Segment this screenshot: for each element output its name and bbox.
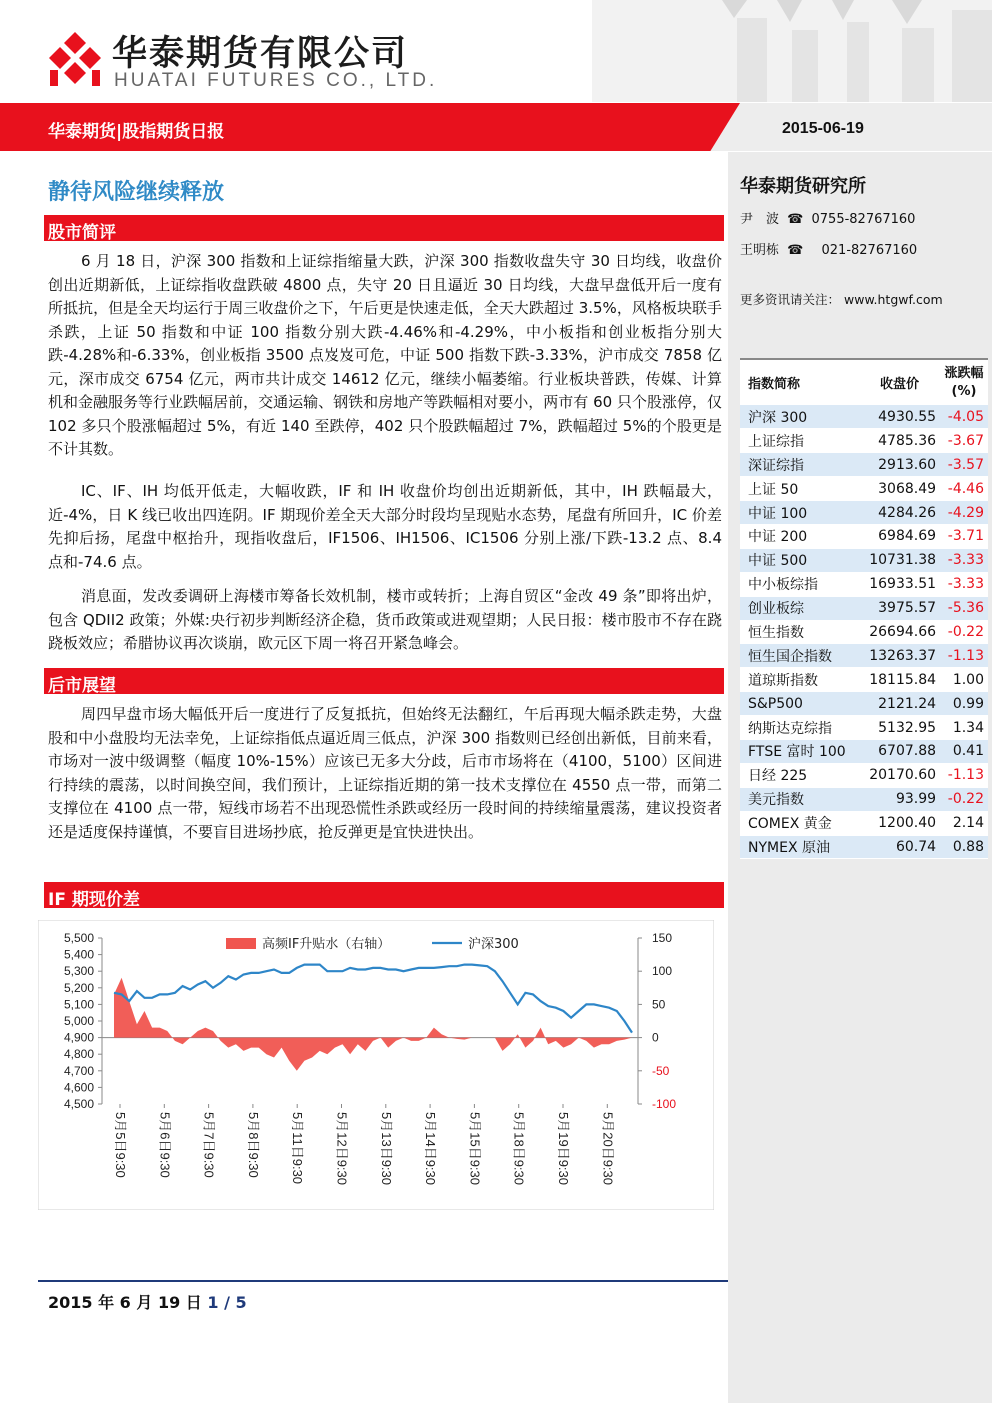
basis-chart-svg — [38, 920, 714, 1210]
index-row — [740, 835, 988, 859]
left-axis-label: 4,600 — [63, 1080, 94, 1095]
section-header-basis — [44, 882, 724, 908]
left-axis-label: 4,500 — [63, 1097, 94, 1111]
index-name: 美元指数 — [740, 787, 859, 811]
index-close: 10731.38 — [859, 548, 940, 572]
paragraph-news: 消息面，发改委调研上海楼市筹备长效机制，楼市或转折；上海自贸区“金改 49 条”即将出炉，包含 QDII2 政策；外媒:央行初步判断经济企稳，货币政策或进观望期；人民日报：楼市股市不存在跷跷板效应；希腊协议再次谈崩，欧元区下周一将召开紧急峰会。 — [48, 587, 722, 652]
index-close: 20170.60 — [859, 763, 940, 787]
section-header-review — [44, 215, 724, 241]
index-name: 日经 225 — [740, 763, 859, 787]
index-close: 3975.57 — [859, 596, 940, 620]
x-axis-label: 5月5日9:30 — [113, 1112, 128, 1178]
index-table-header — [740, 359, 988, 405]
more-info-label: 更多资讯请关注： — [740, 292, 841, 307]
report-date: 2015-06-19 — [782, 120, 864, 137]
index-change: -0.22 — [940, 787, 988, 811]
index-row — [740, 596, 988, 620]
section-title-outlook: 后市展望 — [48, 676, 116, 696]
index-close: 2121.24 — [859, 692, 940, 716]
x-axis-label: 5月13日9:30 — [378, 1112, 394, 1185]
x-axis-label: 5月6日9:30 — [157, 1112, 173, 1178]
right-axis-label: 100 — [652, 964, 673, 979]
index-name: NYMEX 原油 — [740, 835, 859, 859]
left-axis-label: 4,900 — [63, 1030, 94, 1045]
index-change: -3.67 — [940, 429, 988, 453]
right-axis-label: 50 — [652, 997, 666, 1012]
index-change: 0.88 — [940, 835, 988, 859]
left-axis-label: 4,800 — [63, 1047, 94, 1062]
index-table-body — [740, 405, 988, 859]
index-change: -4.29 — [940, 501, 988, 525]
index-change: -3.57 — [940, 453, 988, 477]
index-row — [740, 524, 988, 548]
index-name: FTSE 富时 100 — [740, 739, 859, 763]
huatai-logo-icon — [46, 30, 104, 88]
legend-label-premium: 高频IF升贴水（右轴） — [262, 937, 391, 952]
header-change-label: 涨跌幅 — [944, 365, 984, 381]
more-info-link[interactable]: www.htgwf.com — [844, 292, 943, 307]
index-name: 恒生指数 — [740, 620, 859, 644]
index-close: 4785.36 — [859, 429, 940, 453]
index-row — [740, 405, 988, 429]
index-name: 道琼斯指数 — [740, 668, 859, 692]
index-row — [740, 572, 988, 596]
left-axis-label: 5,200 — [63, 980, 94, 995]
phone-icon: ☎ — [787, 243, 804, 258]
index-row — [740, 501, 988, 525]
header-index-name: 指数简称 — [740, 359, 859, 405]
index-row — [740, 429, 988, 453]
index-close: 18115.84 — [859, 668, 940, 692]
section-header-outlook — [44, 668, 724, 694]
report-header — [0, 0, 992, 102]
x-axis-label: 5月8日9:30 — [245, 1112, 261, 1178]
index-row — [740, 692, 988, 716]
index-close: 6707.88 — [859, 739, 940, 763]
left-axis-label: 5,500 — [63, 931, 94, 945]
report-banner — [0, 103, 992, 151]
index-change: -3.71 — [940, 524, 988, 548]
index-change: -3.33 — [940, 548, 988, 572]
right-axis-label: 150 — [652, 931, 673, 945]
section-title-basis: IF 期现价差 — [48, 890, 140, 910]
more-info — [740, 290, 943, 308]
paragraph-market-review: 6 月 18 日，沪深 300 指数和上证综指缩量大跌，沪深 300 指数收盘失守 30 日均线，收盘价创出近期新低，上证综指收盘跌破 4800 点，失守 20 日且逼近 30 日均线，大盘早盘低开后一度有所抵抗，但是全天均运行于周三收盘价之下，午后更是快速走低，全天大跌超过 3.5%，风格板块联手杀跌，上证 50 指数和中证 100 指数分别大跌-4.46%和-4.29%，中小板指和创业板指分别大跌-4.28%和-6.33%，创业板指 3500 点岌岌可危，中证 500 指数下跌-3.33%，沪市成交 7858 亿元，深市成交 6754 亿元，两市共计成交 14612 亿元，继续小幅萎缩。行业板块普跌，传媒、计算机和金融服务等行业跌幅居前，交通运输、钢铁和房地产等跌幅相对要小，两市有 60 只个股涨停，仅 102 多只个股涨幅超过 5%，有近 140 至跌停，402 只个股跌幅超过 7%，跌幅超过 5%的个股更是不计其数。 — [48, 252, 722, 458]
index-row — [740, 811, 988, 835]
index-row — [740, 620, 988, 644]
institute-name: 华泰期货研究所 — [740, 176, 866, 197]
index-name: S&P500 — [740, 692, 859, 716]
index-change: 0.99 — [940, 692, 988, 716]
contact-row — [740, 208, 915, 227]
basis-chart — [38, 920, 714, 1210]
index-row — [740, 644, 988, 668]
header-close: 收盘价 — [859, 359, 940, 405]
x-axis-label: 5月15日9:30 — [467, 1112, 483, 1185]
banner-title: 华泰期货|股指期货日报 — [48, 122, 225, 142]
index-name: 沪深 300 — [740, 405, 859, 429]
index-row — [740, 763, 988, 787]
index-name: 中小板综指 — [740, 572, 859, 596]
section-title-review: 股市简评 — [48, 223, 116, 243]
index-close: 60.74 — [859, 835, 940, 859]
x-axis-label: 5月20日9:30 — [600, 1112, 616, 1185]
brand-name-cn: 华泰期货有限公司 — [112, 34, 409, 74]
index-change: -0.22 — [940, 620, 988, 644]
index-change: -5.36 — [940, 596, 988, 620]
header-decoration — [592, 0, 992, 102]
x-axis-label: 5月12日9:30 — [334, 1112, 350, 1185]
legend-swatch-premium — [226, 938, 256, 949]
right-axis-label: -100 — [652, 1097, 677, 1111]
index-name: 恒生国企指数 — [740, 644, 859, 668]
contact-name: 王明栋 — [740, 243, 780, 258]
page-number: 1 / 5 — [207, 1293, 247, 1312]
right-axis-label: -50 — [652, 1063, 670, 1078]
index-change: 1.00 — [940, 668, 988, 692]
footer-date: 2015 年 6 月 19 日 — [48, 1293, 202, 1312]
x-axis-label: 5月18日9:30 — [511, 1112, 527, 1185]
legend-label-hs300: 沪深300 — [468, 937, 519, 952]
index-close: 2913.60 — [859, 453, 940, 477]
index-close: 16933.51 — [859, 572, 940, 596]
index-row — [740, 787, 988, 811]
index-row — [740, 716, 988, 740]
phone-icon: ☎ — [787, 212, 804, 227]
index-name: 上证 50 — [740, 477, 859, 501]
left-axis-label: 5,100 — [63, 997, 94, 1012]
index-name: 深证综指 — [740, 453, 859, 477]
left-axis-label: 5,300 — [63, 964, 94, 979]
index-table — [740, 358, 988, 859]
left-axis-label: 4,700 — [63, 1063, 94, 1078]
x-axis-label: 5月7日9:30 — [201, 1112, 217, 1178]
left-axis-label: 5,000 — [63, 1014, 94, 1028]
x-axis-label: 5月11日9:30 — [290, 1112, 306, 1185]
footer — [48, 1290, 247, 1313]
x-axis-label: 5月19日9:30 — [556, 1112, 571, 1185]
footer-rule — [38, 1280, 728, 1282]
index-change: 1.34 — [940, 716, 988, 740]
contact-name: 尹 波 — [740, 212, 780, 227]
index-name: 中证 200 — [740, 524, 859, 548]
index-close: 4930.55 — [859, 405, 940, 429]
header-change-unit: (%) — [951, 383, 977, 399]
contact-phone: 021-82767160 — [821, 243, 918, 258]
index-close: 4284.26 — [859, 501, 940, 525]
index-change: -4.05 — [940, 405, 988, 429]
paragraph-outlook: 周四早盘市场大幅低开后一度进行了反复抵抗，但始终无法翻红，午后再现大幅杀跌走势，大盘股和中小盘股均无法幸免，上证综指低点逼近周三低点，沪深 300 指数则已经创出新低，目前来看，市场对一波中级调整（幅度 10%-15%）应该已无多大分歧，后市市场将在（4100，5100）区间进行持续的震荡，以时间换空间，我们预计，上证综指近期的第一技术支撑位在 4550 点一带，而第二支撑位在 4100 点一带，短线市场若不出现恐慌性杀跌或经历一段时间的持续缩量震荡，建议投资者还是适度保持谨慎，不要盲目进场抄底，抢反弹更是宜快进快出。 — [48, 705, 722, 841]
header-change — [940, 359, 988, 405]
index-close: 3068.49 — [859, 477, 940, 501]
index-close: 6984.69 — [859, 524, 940, 548]
index-close: 13263.37 — [859, 644, 940, 668]
index-change: 0.41 — [940, 739, 988, 763]
index-name: 上证综指 — [740, 429, 859, 453]
contact-phone: 0755-82767160 — [811, 212, 916, 227]
brand-name-en: HUATAI FUTURES CO., LTD. — [114, 70, 438, 91]
index-name: 中证 500 — [740, 548, 859, 572]
index-close: 1200.40 — [859, 811, 940, 835]
right-axis-label: 0 — [652, 1030, 659, 1045]
index-change: -1.13 — [940, 763, 988, 787]
index-close: 5132.95 — [859, 716, 940, 740]
index-name: 纳斯达克综指 — [740, 716, 859, 740]
contact-row — [740, 239, 917, 258]
index-row — [740, 477, 988, 501]
index-name: 创业板综 — [740, 596, 859, 620]
index-change: -1.13 — [940, 644, 988, 668]
x-axis-label: 5月14日9:30 — [423, 1112, 439, 1185]
index-row — [740, 739, 988, 763]
index-change: -3.33 — [940, 572, 988, 596]
paragraph-futures-review: IC、IF、IH 均低开低走，大幅收跌，IF 和 IH 收盘价均创出近期新低，其中，IH 跌幅最大，近-4%，日 K 线已收出四连阴。IF 期现价差全天大部分时段均呈现贴水态势，尾盘有所回升，IC 价差先抑后扬，尾盘中枢抬升，现指收盘后，IF1506、IH1506、IC1506 分别上涨/下跌-13.2 点、8.4 点和-74.6 点。 — [48, 482, 722, 571]
index-change: -4.46 — [940, 477, 988, 501]
index-row — [740, 453, 988, 477]
index-change: 2.14 — [940, 811, 988, 835]
index-name: COMEX 黄金 — [740, 811, 859, 835]
index-close: 93.99 — [859, 787, 940, 811]
index-row — [740, 668, 988, 692]
index-close: 26694.66 — [859, 620, 940, 644]
left-axis-label: 5,400 — [63, 947, 94, 962]
index-name: 中证 100 — [740, 501, 859, 525]
index-row — [740, 548, 988, 572]
document-title: 静待风险继续释放 — [48, 180, 225, 205]
